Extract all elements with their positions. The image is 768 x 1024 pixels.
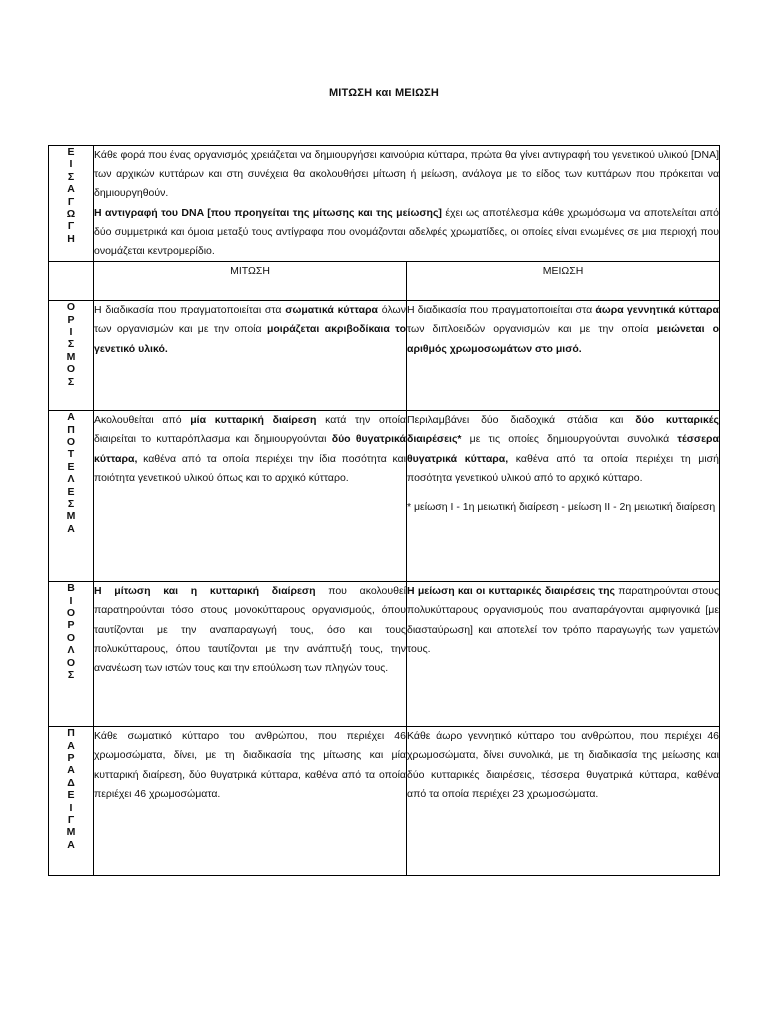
definition-label [49,301,94,411]
label-letter: Γ [67,195,75,208]
vertical-label [67,301,76,388]
label-letter: Ο [66,363,76,376]
result-mitosis: Ακολουθείται από μία κυτταρική διαίρεση κατά την οποία διαιρείται το κυτταρόπλασμα και δημιουργούνται δύο θυγατρικά κύτταρα, καθένα από τα οποία περιέχει την ίδια ποσότητα και ποιότητα γενετικού υλικού όπως και το αρχικό κύτταρο. [94,411,407,582]
role-row [49,582,720,727]
label-letter: Ρ [67,313,75,326]
label-letter: Ο [66,631,76,644]
vertical-label [67,411,76,535]
definition-row [49,301,720,411]
label-letter: Σ [67,338,75,351]
label-letter: Β [67,582,75,595]
label-letter: Α [67,838,75,851]
label-letter: Ο [66,436,76,449]
example-label [49,727,94,876]
label-letter: Α [67,739,75,752]
label-letter: Μ [66,350,76,363]
label-letter: Η [67,232,75,245]
intro-paragraph-1: Κάθε φορά που ένας οργανισμός χρειάζεται να δημιουργήσει καινούρια κύτταρα, πρώτα θα γίνει αντιγραφή του γενετικού υλικού [DNA] των αρχικών κυττάρων και στη συνέχεια θα ακολουθήσει μίτωση ή μείωση, ανάλογα με το είδος των κυττάρων που πρόκειται να δημιουργηθούν. [94,149,720,200]
definition-meiosis: Η διαδικασία που πραγματοποιείται στα άωρα γεννητικά κύτταρα των διπλοειδών οργανισμών και με την οποία μειώνεται ο αριθμός χρωμοσωμάτων στο μισό. [407,301,720,411]
vertical-label [67,146,75,245]
label-letter: Ο [66,607,76,620]
result-row [49,411,720,582]
label-letter: Γ [67,814,75,827]
intro-row [49,146,720,262]
intro-paragraph-2: Η αντιγραφή του DNA [που προηγείται της μίτωσης και της μείωσης] έχει ως αποτέλεσμα κάθε χρωμόσωμα να αποτελείται από δύο συμμετρικά και όμοια μεταξύ τους αντίγραφα που ονομάζονται αδελφές χρωματίδες, οι οποίες είναι ενωμένες σε μια περιοχή που ονομάζεται κεντρομερίδιο. [94,206,720,258]
label-letter: Ι [69,801,73,814]
label-letter: Σ [67,170,75,183]
label-letter: Ρ [67,619,75,632]
comparison-table [48,145,720,876]
label-letter: Τ [67,448,75,461]
label-letter: Α [67,764,75,777]
header-row [49,262,720,301]
label-letter: Μ [66,826,76,839]
example-meiosis: Κάθε άωρο γεννητικό κύτταρο του ανθρώπου, που περιέχει 46 χρωμοσώματα, δίνει συνολικά, με τη διαδικασία της μείωσης και δύο κυτταρικές διαιρέσεις, τέσσερα θυγατρικά κύτταρα, καθένα από τα οποία περιέχει 23 χρωμοσώματα. [407,727,720,876]
label-letter: Α [67,522,75,535]
result-meiosis: Περιλαμβάνει δύο διαδοχικά στάδια και δύο κυτταρικές διαιρέσεις* με τις οποίες δημιουργούνται συνολικά τέσσερα θυγατρικά κύτταρα, καθένα από τα οποία περιέχει τη μισή ποσότητα γενετικού υλικού από το αρχικό κύτταρο. * μείωση Ι - 1η μειωτική διαίρεση - μείωση ΙΙ - 2η μειωτική διαίρεση [407,411,720,582]
label-letter: Ι [69,326,73,339]
vertical-label [67,727,76,851]
label-letter: Ι [69,158,73,171]
label-letter: Ρ [67,752,75,765]
label-letter: Γ [67,220,75,233]
label-letter: Μ [66,510,76,523]
header-mitosis: ΜΙΤΩΣΗ [94,262,407,301]
role-mitosis: Η μίτωση και η κυτταρική διαίρεση που ακολουθεί παρατηρούνται τόσο στους μονοκύτταρους οργανισμούς, όπου ταυτίζονται με την αναπαραγωγή τους, όσο και τους πολυκύτταρους, όπου ταυτίζονται με την ανάπτυξή τους, την ανανέωση των ιστών τους και την επούλωση των πληγών τους. [94,582,407,727]
label-letter: Ε [67,789,75,802]
vertical-label [67,582,75,681]
label-letter: Ε [67,146,75,158]
label-letter: Σ [67,498,75,511]
header-corner [49,262,94,301]
label-letter: Λ [67,644,75,657]
label-letter: Ω [66,208,76,221]
definition-mitosis: Η διαδικασία που πραγματοποιείται στα σωματικά κύτταρα όλων των οργανισμών και με την οποία μοιράζεται ακριβοδίκαια το γενετικό υλικό. [94,301,407,411]
label-letter: Α [67,183,75,196]
document-title: ΜΙΤΩΣΗ και ΜΕΙΩΣΗ [328,87,440,99]
label-letter: Δ [67,776,75,789]
label-letter: Σ [67,375,75,388]
label-letter: Ο [66,301,76,314]
label-letter: Ι [69,594,73,607]
header-meiosis: ΜΕΙΩΣΗ [407,262,720,301]
result-label [49,411,94,582]
intro-text [94,146,720,262]
label-letter: Σ [67,669,75,682]
label-letter: Π [67,727,75,740]
label-letter: Α [67,411,75,424]
role-label [49,582,94,727]
footnote: * μείωση Ι - 1η μειωτική διαίρεση - μείωση ΙΙ - 2η μειωτική διαίρεση [407,501,716,514]
label-letter: Ε [67,485,75,498]
role-meiosis: Η μείωση και οι κυτταρικές διαιρέσεις της παρατηρούνται στους πολυκύτταρους οργανισμούς που αναπαράγονται αμφιγονικά [με διασταύρωση] και αποτελεί τον τρόπο παραγωγής των γαμετών τους. [407,582,720,727]
intro-label [49,146,94,262]
label-letter: Π [67,423,75,436]
label-letter: Λ [67,473,75,486]
example-row [49,727,720,876]
example-mitosis: Κάθε σωματικό κύτταρο του ανθρώπου, που περιέχει 46 χρωμοσώματα, δίνει, με τη διαδικασία της μίτωσης και μία κυτταρική διαίρεση, δύο θυγατρικά κύτταρα, καθένα από τα οποία περιέχει 46 χρωμοσώματα. [94,727,407,876]
label-letter: Ο [66,656,76,669]
label-letter: Ε [67,460,75,473]
